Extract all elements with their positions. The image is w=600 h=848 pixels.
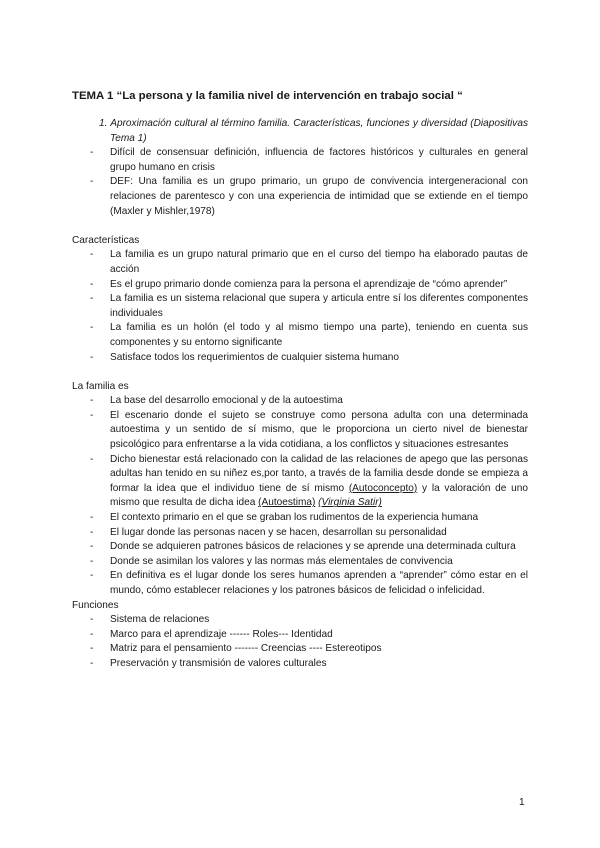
- list-item: [72, 526, 528, 541]
- bullet-dash: -: [90, 409, 94, 421]
- list-item-text: El escenario donde el sujeto se construye como persona adulta con una determinada autoestima y un sentido de sí mismo, que le proporciona un cierto nivel de bienestar psicológico para enfrentarse a la vida cotidiana, a los conflictos y situaciones estresantes: [110, 409, 528, 451]
- bullet-dash: -: [90, 249, 94, 261]
- bullet-dash: -: [90, 541, 94, 553]
- section-heading-familia-es: La familia es: [72, 380, 129, 392]
- bullet-dash: -: [90, 395, 94, 407]
- bullet-dash: -: [90, 351, 94, 363]
- list-item: [72, 569, 528, 598]
- bullet-dash: -: [90, 570, 94, 582]
- bullet-dash: -: [90, 643, 94, 655]
- list-item-text: Marco para el aprendizaje ------ Roles--- Identidad: [110, 628, 333, 640]
- bullet-dash: -: [90, 526, 94, 538]
- bullet-dash: -: [90, 555, 94, 567]
- bullet-dash: -: [90, 512, 94, 524]
- list-item: [72, 175, 528, 219]
- document-title: TEMA 1 “La persona y la familia nivel de intervención en trabajo social “: [72, 90, 463, 102]
- list-item-text: Satisface todos los requerimientos de cualquier sistema humano: [110, 351, 399, 363]
- list-item: [72, 540, 528, 555]
- list-item: [72, 628, 528, 643]
- bullet-dash: -: [90, 322, 94, 334]
- list-item-text: Preservación y transmisión de valores culturales: [110, 657, 327, 669]
- list-item-text: Matriz para el pensamiento ------- Creencias ---- Estereotipos: [110, 643, 382, 655]
- list-item-text: Sistema de relaciones: [110, 614, 210, 626]
- autoestima-term: (Autoestima): [258, 497, 316, 509]
- citation-virginia-satir: (Virginia Satir): [318, 497, 382, 509]
- list-item-text: La familia es un holón (el todo y al mismo tiempo una parte), teniendo en cuenta sus componentes y su entorno significante: [110, 322, 528, 348]
- section-heading-caracteristicas: Características: [72, 234, 140, 246]
- list-item-text: El contexto primario en el que se graban los rudimentos de la experiencia humana: [110, 512, 479, 524]
- bullet-dash: -: [90, 176, 94, 188]
- intro-numbered-item: [99, 117, 528, 146]
- list-item-text: DEF: Una familia es un grupo primario, un grupo de convivencia intergeneracional con relaciones de parentesco y con una experiencia de intimidad que se extiende en el tiempo (Maxler y Mishler,1978): [110, 176, 528, 217]
- autoconcepto-term: (Autoconcepto): [348, 482, 418, 494]
- list-item: [72, 292, 528, 321]
- list-item-text: En definitiva es el lugar donde los seres humanos aprenden a “aprender” cómo estar en el mundo, cómo establecer relaciones y los patrones básicos de felicidad o infelicidad.: [110, 570, 528, 596]
- list-item: [72, 613, 528, 628]
- bullet-dash: -: [90, 453, 94, 465]
- document-body: [72, 117, 528, 672]
- bullet-dash: -: [90, 614, 94, 626]
- bullet-dash: -: [90, 278, 94, 290]
- list-item: [72, 351, 528, 366]
- intro-text: Aproximación cultural al término familia. Características, funciones y diversidad (Diapositivas Tema 1): [110, 118, 528, 144]
- section-heading-funciones: Funciones: [72, 599, 119, 611]
- list-item: [72, 409, 528, 453]
- bullet-dash: -: [90, 628, 94, 640]
- list-item: [72, 555, 528, 570]
- list-item-text: Donde se asimilan los valores y las normas más elementales de convivencia: [110, 555, 453, 567]
- bienestar-text: Dicho bienestar está relacionado con la calidad de las relaciones de apego que las personas adultas han tenido en su niñez es,por tanto, a través de la familia desde donde se empieza a formar la idea que el individuo tiene de sí mismo: [110, 453, 528, 494]
- list-item-text: [110, 454, 528, 509]
- list-item: [72, 657, 528, 672]
- list-item: [72, 146, 528, 175]
- list-item-text: Es el grupo primario donde comienza para la persona el aprendizaje de “cómo aprender”: [110, 278, 508, 290]
- list-item-text: Donde se adquieren patrones básicos de relaciones y se aprende una determinada cultura: [110, 541, 516, 553]
- list-item: [72, 394, 528, 409]
- bullet-dash: -: [90, 657, 94, 669]
- list-item-text: El lugar donde las personas nacen y se hacen, desarrollan su personalidad: [110, 526, 447, 538]
- list-item: [72, 278, 528, 293]
- bienestar-text-mid: y la valoración de uno mismo que resulta de dicha idea: [110, 482, 528, 509]
- list-item: [72, 511, 528, 526]
- list-item: [72, 321, 528, 350]
- list-item-text: La familia es un grupo natural primario que en el curso del tiempo ha elaborado pautas de acción: [110, 249, 528, 275]
- page-number: 1: [519, 797, 525, 808]
- list-item: [72, 642, 528, 657]
- list-item: [72, 453, 528, 511]
- list-item-text: Difícil de consensuar definición, influencia de factores históricos y culturales en general grupo humano en crisis: [110, 147, 528, 173]
- bullet-dash: -: [90, 293, 94, 305]
- bullet-dash: -: [90, 147, 94, 159]
- list-item-text: La base del desarrollo emocional y de la autoestima: [110, 395, 343, 407]
- list-item-text: La familia es un sistema relacional que supera y articula entre sí los diferentes componentes individuales: [110, 293, 528, 319]
- intro-number: 1.: [99, 118, 108, 129]
- list-item: [72, 248, 528, 277]
